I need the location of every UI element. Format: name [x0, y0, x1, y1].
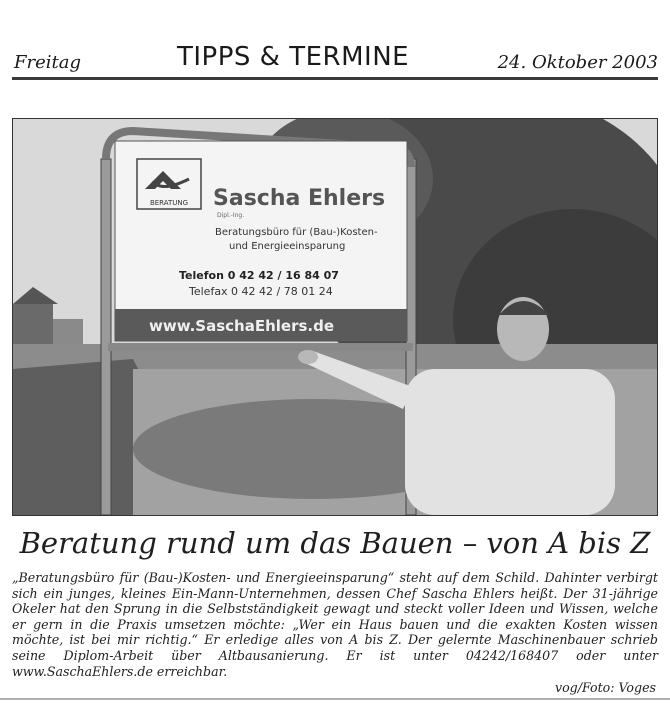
sign-name: Sascha Ehlers	[213, 186, 386, 211]
sign-line-2: und Energieeinsparung	[229, 241, 346, 252]
sign-logo-label: BERATUNG	[149, 199, 189, 207]
issue-date: 24. Oktober 2003	[497, 52, 658, 73]
weekday: Freitag	[14, 52, 81, 73]
sign-line-1: Beratungsbüro für (Bau-)Kosten-	[215, 227, 378, 238]
page-header	[12, 40, 658, 74]
article-headline: Beratung rund um das Bauen – von A bis Z	[19, 526, 651, 560]
photo-credit: vog/Foto: Voges	[554, 680, 656, 695]
sign-phone: Telefon 0 42 42 / 16 84 07	[179, 269, 339, 282]
article-body: „Beratungsbüro für (Bau-)Kosten- und Energieeinsparung“ steht auf dem Schild. Dahinter verbirgt sich ein junges, kleines Ein-Mann-Unternehmen, dessen Chef Sascha Ehlers heißt. Der 31-jährige Okeler hat den Sprung in die Selbstständigkeit gewagt und steckt voller Ideen und Wissen, welche er gern in die Praxis umsetzen möchte: „Wer ein Haus bauen und die exakten Kosten wissen möchte, ist bei mir richtig.“ Er erledige alles von A bis Z. Der gelernte Maschinenbauer schrieb seine Diplom-Arbeit über Altbausanierung. Er ist unter 04242/168407 oder unter www.SaschaEhlers.de erreichbar.	[12, 570, 658, 679]
bottom-rule	[0, 698, 670, 700]
sign-url: www.SaschaEhlers.de	[149, 317, 335, 335]
article-photo	[12, 118, 658, 516]
section-title: TIPPS & TERMINE	[177, 42, 410, 72]
sign-degree: Dipl.-Ing.	[217, 212, 245, 219]
photo-illustration	[13, 119, 657, 515]
header-rule	[12, 77, 658, 80]
sign-fax: Telefax 0 42 42 / 78 01 24	[189, 285, 333, 298]
